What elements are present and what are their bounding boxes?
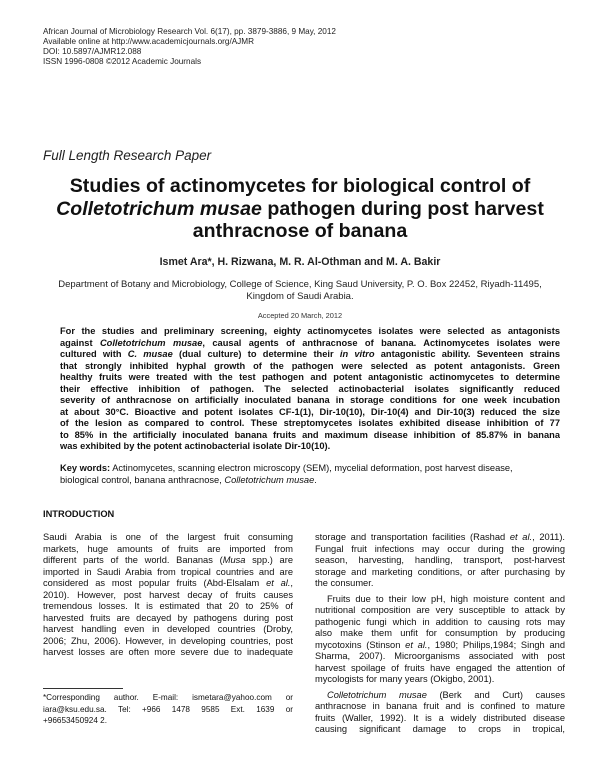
body-text-line: markets, huge amounts of fruits are imported from	[43, 543, 293, 554]
body-text-line: considered as most popular fruits (Abd-Elsalam et al.,	[43, 578, 293, 588]
keywords-label: Key words:	[60, 463, 111, 473]
body-text-line: season, harvesting, handling, transport, post-harvest	[315, 555, 565, 565]
journal-doi: DOI: 10.5897/AJMR12.088	[43, 47, 142, 56]
journal-issn: ISSN 1996-0808 ©2012 Academic Journals	[43, 57, 202, 66]
title-line-2-rest: pathogen during post harvest	[261, 197, 544, 220]
affiliation-line-2: Kingdom of Saudi Arabia.	[246, 291, 354, 302]
body-text-line: causing significant damage to crops in tropical,	[315, 724, 565, 734]
journal-header	[43, 27, 336, 67]
title-line-3: anthracnose of banana	[192, 220, 408, 242]
body-text-line: harvest spoilage of fruits have engaged the attention of	[315, 662, 565, 673]
footnote-separator	[43, 688, 123, 689]
title-species-italic: Colletotrichum musae	[56, 197, 262, 220]
paper-title	[40, 175, 560, 243]
abstract-line: to 85% in the artificially inoculated banana fruits and maximum disease inhibition of 85.87% in banana	[60, 429, 560, 440]
abstract-line: was exhibited by the potent actinobacterial isolate Dir-10(10).	[60, 441, 331, 451]
body-text-line: fruits (Waller, 1992). It is a widely distributed disease	[315, 712, 565, 723]
journal-citation: African Journal of Microbiology Research Vol. 6(17), pp. 3879-3886, 9 May, 2012	[43, 27, 336, 36]
affiliation-line-1: Department of Botany and Microbiology, College of Science, King Saud University, P. O. Box 22452, Riyadh-11495,	[58, 279, 542, 290]
affiliation	[40, 279, 560, 303]
abstract-line: For the studies and preliminary screening, eighty actinomycetes isolates were selected as antagonists	[60, 326, 560, 336]
body-text-line: nutritional composition are very susceptible to attack by	[315, 605, 565, 615]
body-text-line: different parts of the world. Bananas (Musa spp.) are	[43, 555, 293, 565]
body-text-line: storage and marketing conditions, or after purchasing by	[315, 566, 565, 577]
intro-left-column	[43, 532, 293, 659]
abstract-line: against Colletotrichum musae, causal agents of anthracnose of banana. Actinomycetes isolates were	[60, 337, 560, 348]
body-text-line: pathogenic fungi which in addition to causing rots may	[315, 616, 565, 627]
abstract-line: severity of anthracnose on artificially inoculated banana in storage conditions for one week incubation	[60, 395, 560, 405]
accepted-date: Accepted 20 March, 2012	[257, 311, 343, 320]
paper-type: Full Length Research Paper	[43, 148, 212, 163]
abstract-line: that strongly inhibited hyphal growth of the pathogen were selected as potent antagonists. Green	[60, 360, 560, 371]
body-text-line: storage and transportation facilities (Rashad et al., 2011).	[315, 532, 565, 542]
abstract-line: at about 30°C. Bioactive and potent isolates CF-1(1), Dir-10(10), Dir-10(4) and Dir-10(3) reduced the size	[60, 406, 560, 417]
intro-right-column	[315, 532, 565, 736]
section-heading-introduction: INTRODUCTION	[43, 509, 115, 519]
abstract-line: healthy fruits were treated with the test pathogen and potent antagonistic actinomycetes to determine	[60, 372, 560, 382]
footnote-line: +96653450924 2.	[43, 716, 107, 725]
body-text-line: Colletotrichum musae (Berk and Curt) causes	[327, 689, 565, 700]
corresponding-author-footnote	[43, 692, 293, 727]
body-text-line: mycologists for many years (Okigbo, 2001).	[315, 674, 495, 684]
footnote-line: *Corresponding author. E-mail: ismetara@yahoo.com or	[43, 693, 293, 702]
abstract-line: cultured with C. musae (dual culture) to determine their in vitro antagonistic ability. Seventeen strains	[60, 349, 560, 359]
abstract	[60, 326, 560, 453]
authors: Ismet Ara*, H. Rizwana, M. R. Al-Othman and M. A. Bakir	[159, 256, 441, 268]
title-line-2	[40, 198, 560, 221]
body-text-line: mycotoxins (Stinson et al., 1980; Philips,1984; Singh and	[315, 639, 565, 650]
body-text-line: harvest losses are often more severe due to inadequate	[43, 647, 293, 657]
keywords	[60, 462, 560, 486]
journal-online-url[interactable]: Available online at http://www.academicjournals.org/AJMR	[43, 37, 255, 46]
body-text-line: the consumer.	[315, 578, 374, 588]
footnote-line: iara@ksu.edu.sa. Tel: +966 1478 9585 Ext. 1639 or	[43, 704, 293, 714]
keywords-line-1: Actinomycetes, scanning electron microscopy (SEM), mycelial deformation, post harvest disease,	[110, 463, 513, 473]
keywords-line-2: biological control, banana anthracnose, Colletotrichum musae.	[60, 475, 317, 485]
abstract-line: of the lesion as compared to control. These streptomycetes isolates exhibited disease inhibition of 77	[60, 418, 560, 428]
abstract-line: their effective inhibition of pathogen. The selected actinobacterial isolates significantly reduced	[60, 383, 560, 394]
body-text-line: 2006; Zhu, 2006). However, in developing countries, post	[43, 635, 293, 646]
body-text-line: tremendous losses. It is estimated that 20 to 25% of	[43, 601, 293, 611]
body-text-line: also make them unfit for consumption by producing	[315, 628, 565, 638]
body-text-line: Saudi Arabia is one of the largest fruit consuming	[43, 532, 293, 542]
body-text-line: 2010). However, post harvest decay of fruits causes	[43, 589, 293, 600]
body-text-line: Sharma, 2007). Microorganisms associated with post	[315, 651, 565, 661]
body-text-line: harvest handling even in developed countries (Droby,	[43, 624, 293, 634]
body-text-line: imported in Saudi Arabia from tropical countries and are	[43, 566, 293, 577]
body-text-line: Fruits due to their low pH, high moisture content and	[327, 593, 565, 604]
body-text-line: Fungal fruit infections may occur during the growing	[315, 543, 565, 554]
title-line-1: Studies of actinomycetes for biological control of	[69, 175, 531, 197]
body-text-line: harvested fruits are decayed by pathogens during post	[43, 612, 293, 623]
body-text-line: anthracnose in banana fruit and is confined to mature	[315, 701, 565, 711]
